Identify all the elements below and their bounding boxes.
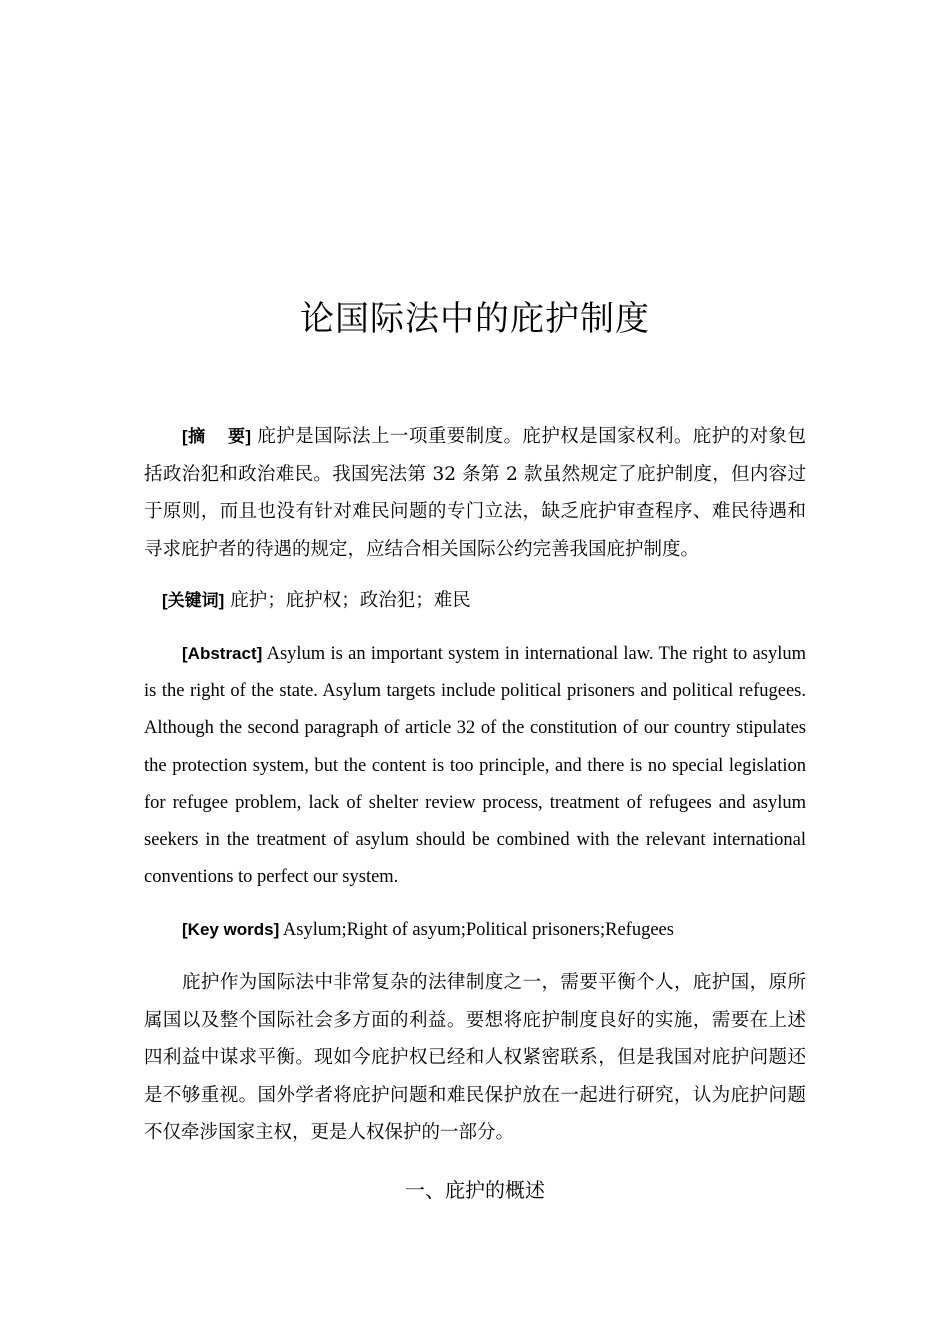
abstract-en-paragraph: [144, 635, 806, 896]
abstract-cn-paragraph: [144, 418, 806, 568]
abstract-cn-label: [182, 427, 251, 446]
keywords-en-label: [Key words]: [182, 920, 280, 939]
keywords-cn-text: 庇护；庇护权；政治犯；难民: [230, 590, 471, 611]
keywords-en-paragraph: [144, 911, 806, 949]
intro-paragraph: 庇护作为国际法中非常复杂的法律制度之一，需要平衡个人，庇护国，原所属国以及整个国际社会多方面的利益。要想将庇护制度良好的实施，需要在上述四利益中谋求平衡。现如今庇护权已经和人权紧密联系，但是我国对庇护问题还是不够重视。国外学者将庇护问题和难民保护放在一起进行研究，认为庇护问题不仅牵涉国家主权，更是人权保护的一部分。: [144, 972, 806, 1143]
abstract-en-text: Asylum is an important system in international law. The right to asylum is the right of the state. Asylum targets include political prisoners and political refugees. Although the second paragraph of article 32 of the constitution of our country stipulates the protection system, but the content is too principle, and there is no special legislation for refugee problem, lack of shelter review process, treatment of refugees and asylum seekers in the treatment of asylum should be combined with the relevant international conventions to perfect our system.: [144, 644, 806, 888]
abstract-cn-text: 庇护是国际法上一项重要制度。庇护权是国家权利。庇护的对象包括政治犯和政治难民。我国宪法第 32 条第 2 款虽然规定了庇护制度，但内容过于原则，而且也没有针对难民问题的专门立法，缺乏庇护审查程序、难民待遇和寻求庇护者的待遇的规定，应结合相关国际公约完善我国庇护制度。: [144, 426, 806, 560]
abstract-cn-label-part1: [摘: [182, 427, 206, 446]
keywords-en-text: Asylum;Right of asyum;Political prisoners;Refugees: [282, 920, 674, 940]
abstract-en-label: [Abstract]: [182, 644, 263, 663]
document-title: 论国际法中的庇护制度: [300, 299, 650, 339]
abstract-cn-label-part2: 要]: [227, 427, 252, 446]
keywords-cn-label: [关键词]: [162, 591, 225, 610]
keywords-cn-paragraph: [162, 582, 806, 620]
section-heading: 一、庇护的概述: [405, 1178, 545, 1202]
